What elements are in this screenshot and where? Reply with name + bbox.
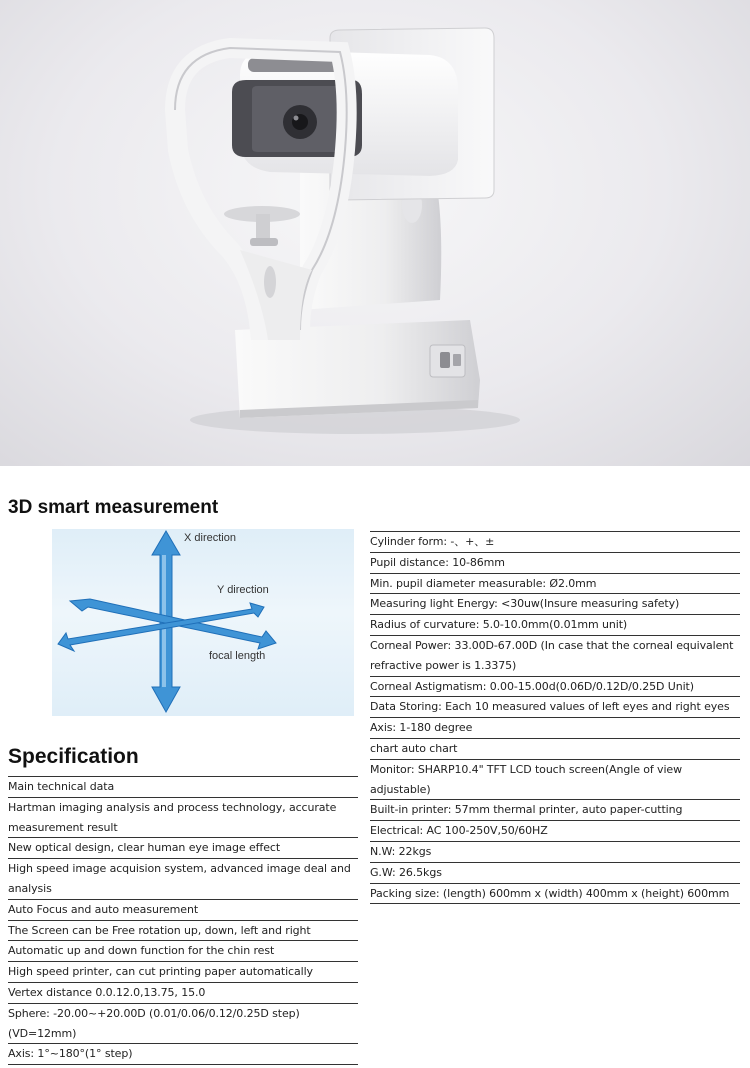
- spec-table-right: [370, 531, 740, 904]
- x-direction-label: X direction: [184, 532, 236, 544]
- spec-row: Auto Focus and auto measurement: [8, 900, 358, 921]
- spec-row: Monitor: SHARP10.4" TFT LCD touch screen(Angle of view adjustable): [370, 760, 740, 801]
- spec-row: Sphere: -20.00~+20.00D (0.01/0.06/0.12/0.25D step)(VD=12mm): [8, 1004, 358, 1045]
- spec-row: Built-in printer: 57mm thermal printer, auto paper-cutting: [370, 800, 740, 821]
- spec-row: Hartman imaging analysis and process technology, accurate measurement result: [8, 798, 358, 839]
- spec-row: Pupil distance: 10-86mm: [370, 553, 740, 574]
- spec-row: Cylinder form: -、+、±: [370, 532, 740, 553]
- spec-row: Axis: 1-180 degree: [370, 718, 740, 739]
- autorefractometer-illustration: [0, 0, 750, 466]
- product-photo: [0, 0, 750, 466]
- spec-row: Packing size: (length) 600mm x (width) 400mm x (height) 600mm: [370, 884, 740, 905]
- spec-row: chart auto chart: [370, 739, 740, 760]
- spec-row: Radius of curvature: 5.0-10.0mm(0.01mm unit): [370, 615, 740, 636]
- spec-row: N.W: 22kgs: [370, 842, 740, 863]
- spec-row: Electrical: AC 100-250V,50/60HZ: [370, 821, 740, 842]
- spec-row: Corneal Power: 33.00D-67.00D (In case that the corneal equivalent refractive power is 1.3375): [370, 636, 740, 677]
- spec-row: Corneal Astigmatism: 0.00-15.00d(0.06D/0.12D/0.25D Unit): [370, 677, 740, 698]
- spec-row: Automatic up and down function for the chin rest: [8, 941, 358, 962]
- spec-row: High speed image acquision system, advanced image deal and analysis: [8, 859, 358, 900]
- spec-row: The Screen can be Free rotation up, down, left and right: [8, 921, 358, 942]
- y-direction-label: Y direction: [217, 584, 269, 596]
- focal-length-label: focal length: [209, 650, 266, 662]
- spec-row: G.W: 26.5kgs: [370, 863, 740, 884]
- spec-table-left: [8, 776, 358, 1065]
- spec-row: High speed printer, can cut printing paper automatically: [8, 962, 358, 983]
- spec-row: Axis: 1°~180°(1° step): [8, 1044, 358, 1065]
- spec-row: Min. pupil diameter measurable: Ø2.0mm: [370, 574, 740, 595]
- spec-row: Measuring light Energy: <30uw(Insure measuring safety): [370, 594, 740, 615]
- spec-row: Main technical data: [8, 777, 358, 798]
- 3d-axis-diagram: [52, 529, 354, 716]
- spec-row: Data Storing: Each 10 measured values of left eyes and right eyes: [370, 697, 740, 718]
- section-title-specification: Specification: [8, 745, 139, 768]
- spec-row: Vertex distance 0.0.12.0,13.75, 15.0: [8, 983, 358, 1004]
- section-title-3d-measurement: 3D smart measurement: [8, 497, 219, 518]
- spec-row: New optical design, clear human eye image effect: [8, 838, 358, 859]
